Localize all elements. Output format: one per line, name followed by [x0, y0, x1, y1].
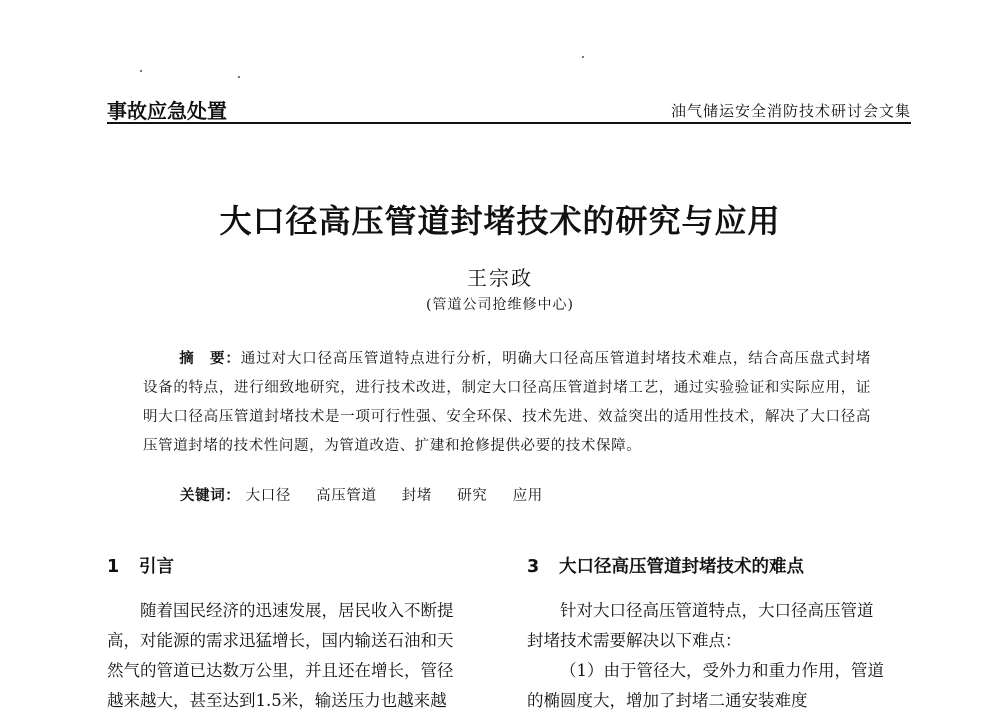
keyword: 封堵: [401, 488, 432, 504]
journal-collection-title: 油气储运安全消防技术研讨会文集: [670, 102, 911, 120]
section-heading-difficulties: [527, 553, 804, 578]
keyword: 应用: [512, 488, 543, 504]
keyword: 研究: [457, 488, 488, 504]
header-rule: [107, 122, 911, 124]
body-line: 封堵技术需要解决以下难点：: [527, 631, 742, 650]
body-line: （1）由于管径大，受外力和重力作用，管道: [560, 661, 884, 680]
keyword: 高压管道: [316, 488, 377, 504]
abstract-label: 摘 要：: [179, 351, 241, 367]
body-line: 随着国民经济的迅速发展，居民收入不断提: [140, 601, 454, 620]
scan-speck: [140, 70, 142, 72]
scan-speck: [238, 76, 240, 78]
keywords-label: 关键词：: [180, 488, 241, 504]
author-affiliation: (管道公司抢维修中心): [426, 297, 574, 313]
keyword: 大口径: [245, 488, 291, 504]
abstract: [143, 345, 871, 461]
body-line: 然气的管道已达数万公里，并且还在增长，管径: [107, 661, 454, 680]
section-title: 引言: [139, 557, 174, 577]
scan-speck: [582, 56, 584, 58]
journal-section-label: 事故应急处置: [107, 99, 227, 123]
left-column-body: [107, 596, 487, 716]
abstract-text: 通过对大口径高压管道特点进行分析，明确大口径高压管道封堵技术难点，结合高压盘式封堵设备的特点，进行细致地研究，进行技术改进，制定大口径高压管道封堵工艺，通过实验验证和实际应用，证明大口径高压管道封堵技术是一项可行性强、安全环保、技术先进、效益突出的适用性技术，解决了大口径高压管道封堵的技术性问题，为管道改造、扩建和抢修提供必要的技术保障。: [143, 351, 871, 454]
body-line: 的椭圆度大，增加了封堵二通安装难度: [527, 691, 808, 710]
author-name: 王宗政: [467, 266, 533, 290]
body-line: 高，对能源的需求迅猛增长，国内输送石油和天: [107, 631, 454, 650]
section-title: 大口径高压管道封堵技术的难点: [559, 557, 804, 577]
section-number: 3: [527, 557, 540, 577]
section-number: 1: [107, 557, 120, 577]
body-line: 针对大口径高压管道特点，大口径高压管道: [560, 601, 874, 620]
keywords: [180, 484, 563, 505]
body-line: 越来越大，甚至达到1.5米，输送压力也越来越: [107, 691, 447, 710]
section-heading-introduction: [107, 553, 174, 578]
paper-title: 大口径高压管道封堵技术的研究与应用: [219, 202, 781, 240]
right-column-body: [527, 596, 907, 716]
